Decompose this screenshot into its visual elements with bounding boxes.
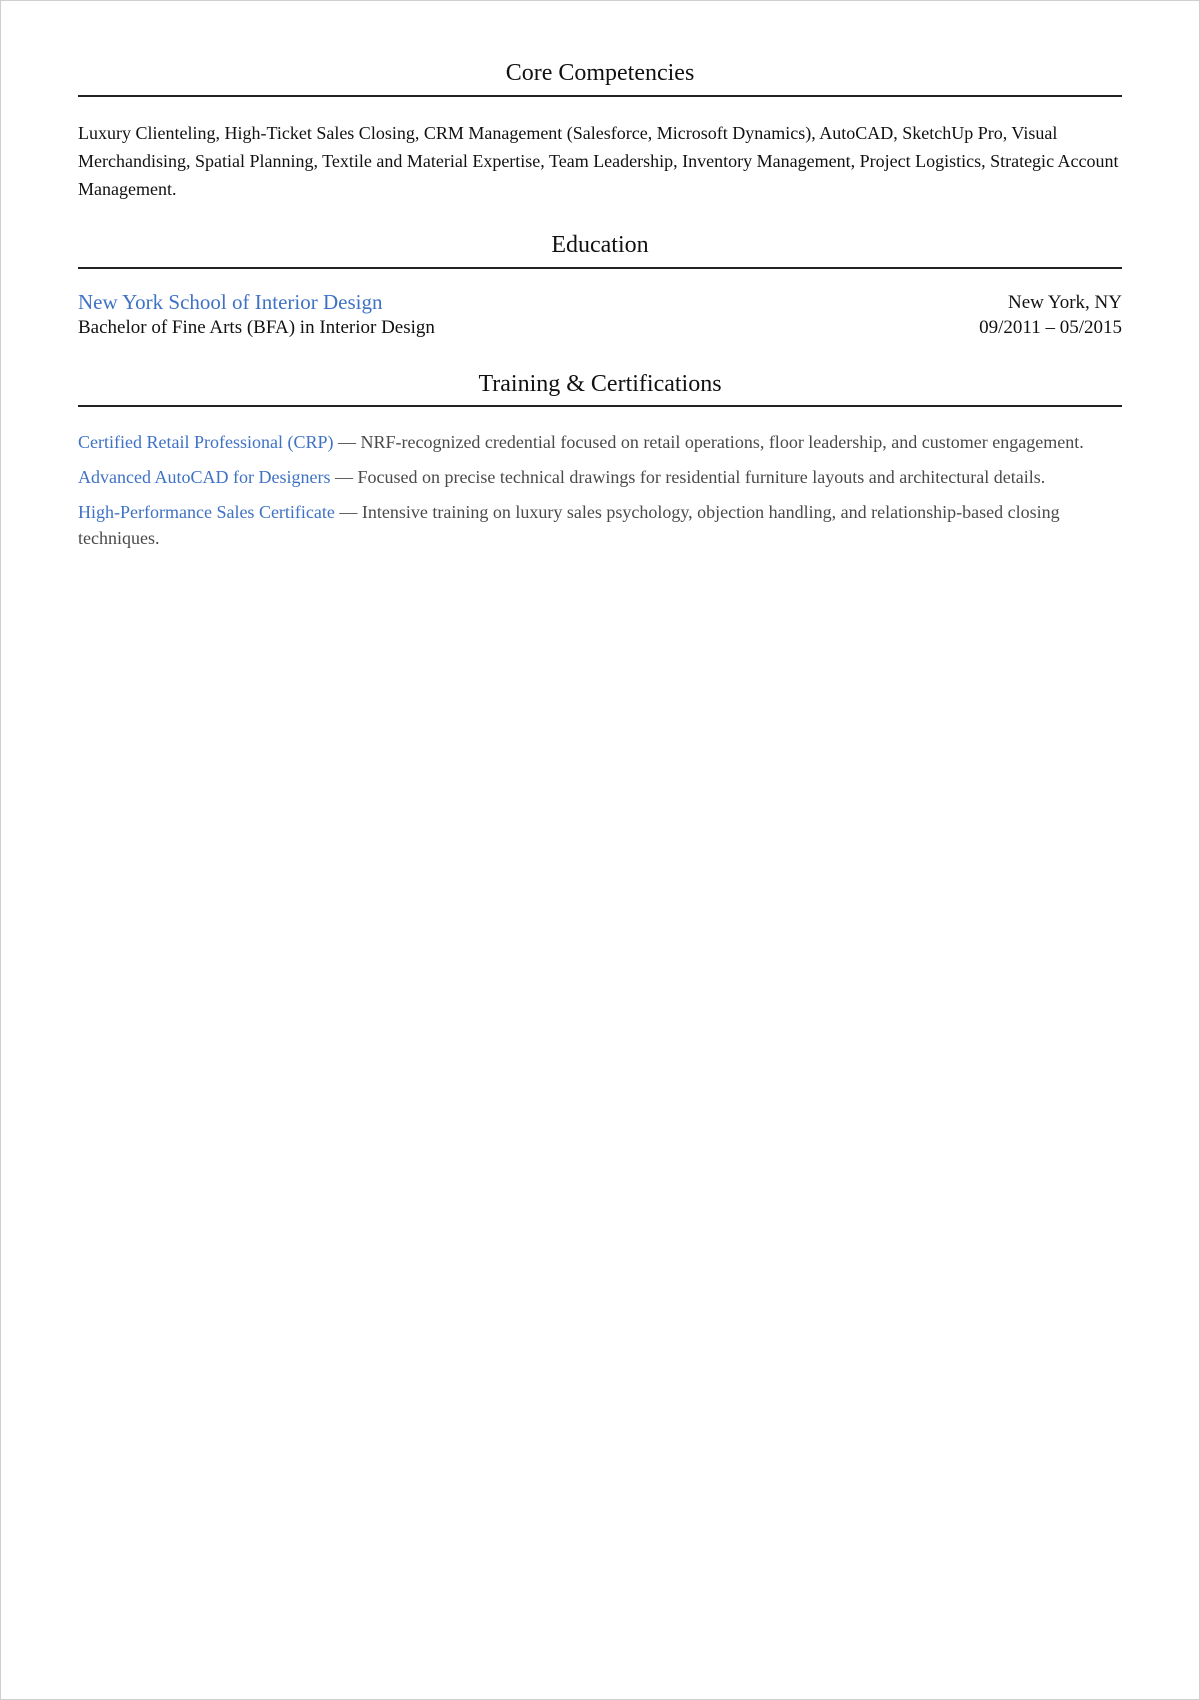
education-location: New York, NY (1007, 291, 1122, 313)
certification-description: NRF-recognized credential focused on retail operations, floor leadership, and customer engagement. (360, 432, 1084, 453)
certification-list (78, 429, 1122, 551)
training-heading: Training & Certifications (78, 370, 1122, 408)
certification-description: Focused on precise technical drawings for residential furniture layouts and architectural details. (357, 467, 1046, 488)
school-name-link[interactable]: New York School of Interior Design (78, 289, 383, 314)
education-entry (78, 290, 1122, 340)
certification-name-link[interactable]: High-Performance Sales Certificate (78, 502, 335, 523)
education-entry-right (979, 290, 1122, 340)
certification-name-link[interactable]: Certified Retail Professional (CRP) (78, 432, 334, 453)
certification-item (78, 499, 1122, 551)
certification-description: Intensive training on luxury sales psychology, objection handling, and relationship-based closing techniques. (78, 502, 1060, 549)
certification-separator: — (333, 432, 361, 453)
certification-item (78, 464, 1122, 490)
education-dates: 09/2011 – 05/2015 (979, 316, 1122, 338)
degree-text: Bachelor of Fine Arts (BFA) in Interior Design (78, 316, 435, 338)
training-section (78, 370, 1122, 552)
certification-separator: — (334, 502, 362, 523)
certification-item (78, 429, 1122, 455)
certification-separator: — (330, 467, 358, 488)
education-heading: Education (78, 231, 1122, 269)
core-competencies-text: Luxury Clienteling, High-Ticket Sales Closing, CRM Management (Salesforce, Microsoft Dynamics), AutoCAD, SketchUp Pro, Visual Merchandising, Spatial Planning, Textile and Material Expertise, Team Leadership, Inventory Management, Project Logistics, Strategic Account Management. (78, 122, 1119, 199)
education-section (78, 231, 1122, 340)
education-entry-left (78, 290, 435, 340)
certification-name-link[interactable]: Advanced AutoCAD for Designers (78, 467, 331, 488)
core-competencies-heading: Core Competencies (78, 59, 1122, 97)
core-competencies-section (78, 59, 1122, 203)
